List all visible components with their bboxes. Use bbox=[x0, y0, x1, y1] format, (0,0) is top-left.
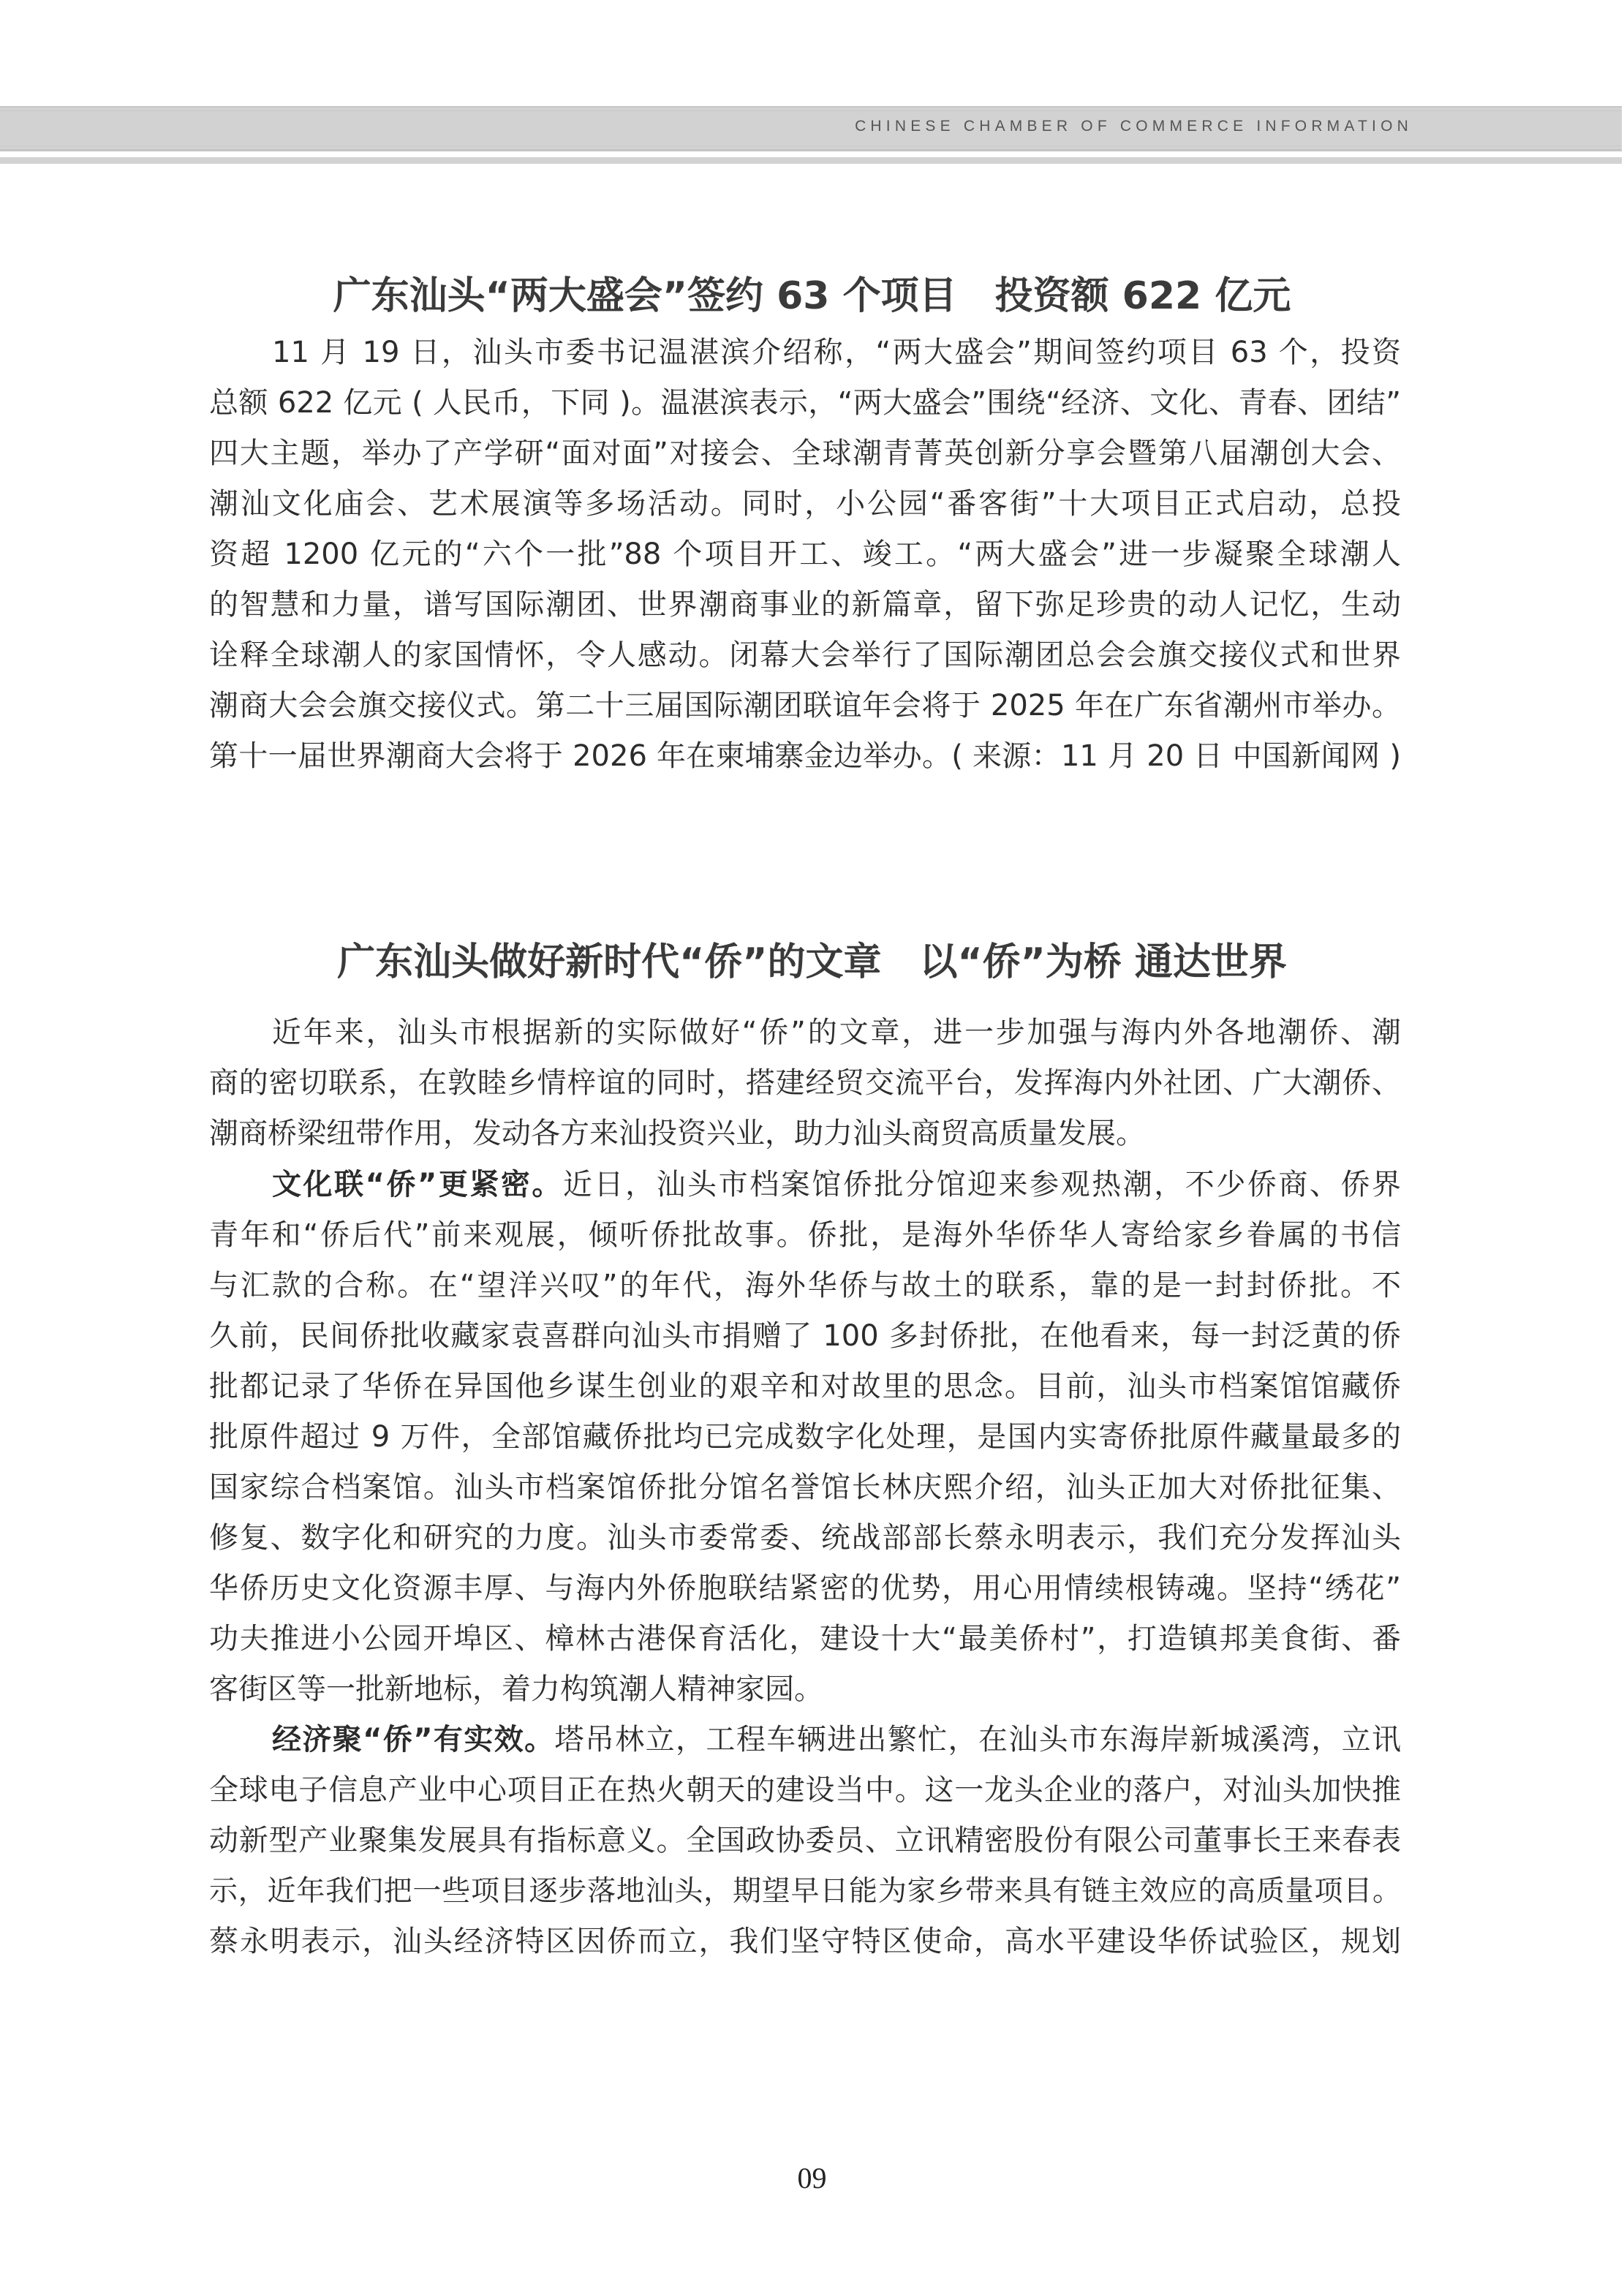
text-line: 与汇款的合称。在“望洋兴叹”的年代，海外华侨与故土的联系，靠的是一封封侨批。不 bbox=[209, 1269, 1401, 1302]
text-line: 动新型产业聚集发展具有指标意义。全国政协委员、立讯精密股份有限公司董事长王来春表 bbox=[209, 1824, 1401, 1857]
text-line: 示，近年我们把一些项目逐步落地汕头，期望早日能为家乡带来具有链主效应的高质量项目。 bbox=[209, 1875, 1401, 1908]
article1-title: 广东汕头“两大盛会”签约 63 个项目 投资额 622 亿元 bbox=[333, 273, 1291, 318]
section-lead-culture: 文化联“侨”更紧密。 bbox=[272, 1168, 563, 1201]
article1-body bbox=[209, 328, 1401, 782]
text-line: 功夫推进小公园开埠区、樟林古港保育活化，建设十大“最美侨村”，打造镇邦美食街、番 bbox=[209, 1622, 1401, 1656]
article2-title: 广东汕头做好新时代“侨”的文章 以“侨”为桥 通达世界 bbox=[337, 940, 1287, 984]
header-band bbox=[0, 106, 1622, 151]
text-line: 修复、数字化和研究的力度。汕头市委常委、统战部部长蔡永明表示，我们充分发挥汕头 bbox=[209, 1521, 1401, 1555]
text-line: 近年来，汕头市根据新的实际做好“侨”的文章，进一步加强与海内外各地潮侨、潮 bbox=[272, 1016, 1401, 1049]
text-line: 客街区等一批新地标，着力构筑潮人精神家园。 bbox=[209, 1672, 823, 1706]
text-line: 资超 1200 亿元的“六个一批”88 个项目开工、竣工。“两大盛会”进一步凝聚全球潮人 bbox=[209, 537, 1401, 571]
text-line: 第十一届世界潮商大会将于 2026 年在柬埔寨金边举办。( 来源：11 月 20 日 中国新闻网 ) bbox=[209, 739, 1401, 773]
text-line: 诠释全球潮人的家国情怀，令人感动。闭幕大会举行了国际潮团总会会旗交接仪式和世界 bbox=[209, 638, 1401, 672]
text-line: 国家综合档案馆。汕头市档案馆侨批分馆名誉馆长林庆熙介绍，汕头正加大对侨批征集、 bbox=[209, 1471, 1401, 1504]
article2-section-economy bbox=[209, 1715, 1401, 1967]
text-line: 潮商桥梁纽带作用，发动各方来汕投资兴业，助力汕头商贸高质量发展。 bbox=[209, 1117, 1145, 1150]
text-span: 塔吊林立，工程车辆进出繁忙，在汕头市东海岸新城溪湾，立讯 bbox=[554, 1723, 1402, 1756]
text-line: 批原件超过 9 万件，全部馆藏侨批均已完成数字化处理，是国内实寄侨批原件藏量最多的 bbox=[209, 1420, 1401, 1454]
text-line: 批都记录了华侨在异国他乡谋生创业的艰辛和对故里的思念。目前，汕头市档案馆馆藏侨 bbox=[209, 1370, 1401, 1403]
header-rule-top bbox=[0, 110, 1622, 111]
text-line: 四大主题，举办了产学研“面对面”对接会、全球潮青菁英创新分享会暨第八届潮创大会、 bbox=[209, 437, 1401, 470]
article2-section-culture bbox=[209, 1160, 1401, 1715]
text-line bbox=[209, 1715, 1401, 1765]
text-line: 总额 622 亿元 ( 人民币，下同 )。温湛滨表示，“两大盛会”围绕“经济、文化、青春、团结” bbox=[209, 386, 1401, 420]
text-line: 11 月 19 日，汕头市委书记温湛滨介绍称，“两大盛会”期间签约项目 63 个，投资 bbox=[272, 336, 1401, 369]
page-number: 09 bbox=[797, 2162, 827, 2194]
text-line bbox=[209, 1160, 1401, 1210]
text-line: 潮商大会会旗交接仪式。第二十三届国际潮团联谊年会将于 2025 年在广东省潮州市举办。 bbox=[209, 689, 1401, 722]
text-line: 商的密切联系，在敦睦乡情梓谊的同时，搭建经贸交流平台，发挥海内外社团、广大潮侨、 bbox=[209, 1066, 1401, 1100]
text-line: 蔡永明表示，汕头经济特区因侨而立，我们坚守特区使命，高水平建设华侨试验区，规划 bbox=[209, 1925, 1401, 1958]
text-line: 久前，民间侨批收藏家袁喜群向汕头市捐赠了 100 多封侨批，在他看来，每一封泛黄的侨 bbox=[209, 1319, 1401, 1353]
publication-name: CHINESE CHAMBER OF COMMERCE INFORMATION bbox=[855, 118, 1413, 135]
text-line: 全球电子信息产业中心项目正在热火朝天的建设当中。这一龙头企业的落户，对汕头加快推 bbox=[209, 1773, 1401, 1807]
text-line: 青年和“侨后代”前来观展，倾听侨批故事。侨批，是海外华侨华人寄给家乡眷属的书信 bbox=[209, 1218, 1401, 1252]
text-line: 的智慧和力量，谱写国际潮团、世界潮商事业的新篇章，留下弥足珍贵的动人记忆，生动 bbox=[209, 588, 1401, 622]
article2-intro bbox=[209, 1008, 1401, 1159]
header-sub-band bbox=[0, 157, 1622, 164]
section-lead-economy: 经济聚“侨”有实效。 bbox=[272, 1723, 555, 1756]
text-span: 近日，汕头市档案馆侨批分馆迎来参观热潮，不少侨商、侨界 bbox=[562, 1168, 1402, 1201]
text-line: 潮汕文化庙会、艺术展演等多场活动。同时，小公园“番客街”十大项目正式启动，总投 bbox=[209, 487, 1401, 521]
text-line: 华侨历史文化资源丰厚、与海内外侨胞联结紧密的优势，用心用情续根铸魂。坚持“绣花” bbox=[209, 1571, 1401, 1605]
